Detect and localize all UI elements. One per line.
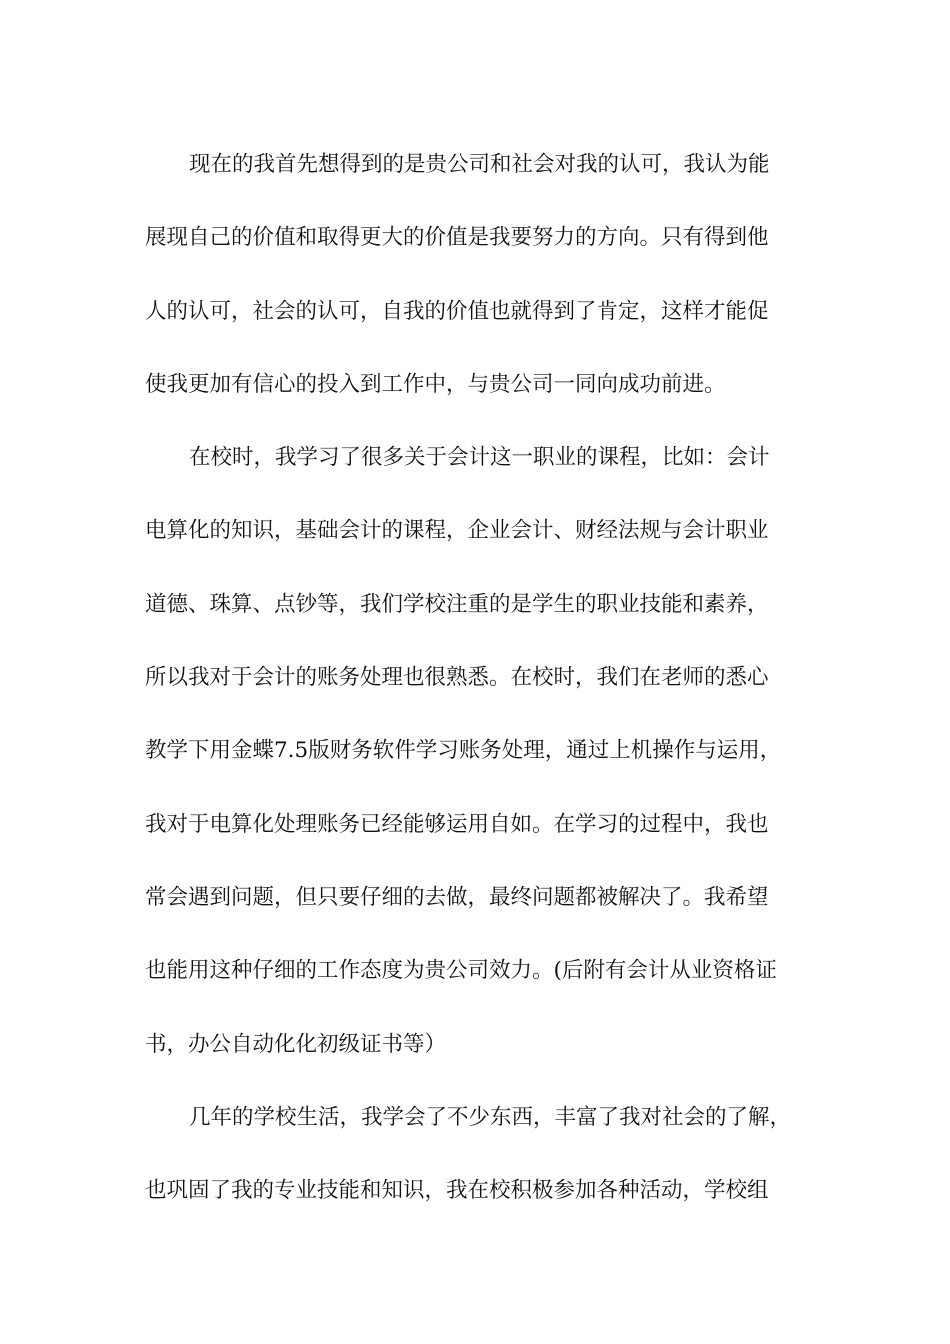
text-line: 也巩固了我的专业技能和知识，我在校积极参加各种活动，学校组 [145, 1178, 769, 1204]
body-text [145, 128, 810, 1227]
text-line: 常会遇到问题，但只要仔细的去做，最终问题都被解决了。我希望 [145, 884, 769, 910]
text-line: 也能用这种仔细的工作态度为贵公司效力。(后附有会计从业资格证 [145, 958, 777, 984]
text-line: 现在的我首先想得到的是贵公司和社会对我的认可，我认为能 [189, 152, 770, 177]
paragraph-1 [145, 128, 810, 421]
text-line: 所以我对于会计的账务处理也很熟悉。在校时，我们在老师的悉心 [145, 665, 769, 691]
text-line: 使我更加有信心的投入到工作中，与贵公司一同向成功前进。 [145, 371, 726, 397]
text-line: 人的认可，社会的认可，自我的价值也就得到了肯定，这样才能促 [145, 298, 769, 324]
text-line: 书，办公自动化化初级证书等） [145, 1031, 447, 1057]
paragraph-3 [145, 1081, 810, 1228]
text-line: 教学下用金蝶7.5版财务软件学习账务处理，通过上机操作与运用， [145, 738, 782, 764]
paragraph-2 [145, 421, 810, 1081]
text-line: 在校时，我学习了很多关于会计这一职业的课程，比如：会计 [189, 445, 770, 471]
text-line: 道德、珠算、点钞等，我们学校注重的是学生的职业技能和素养， [145, 591, 769, 617]
text-line: 我对于电算化处理账务已经能够运用自如。在学习的过程中，我也 [145, 811, 769, 837]
text-line: 展现自己的价值和取得更大的价值是我要努力的方向。只有得到他 [145, 225, 769, 251]
text-line: 电算化的知识，基础会计的课程，企业会计、财经法规与会计职业 [145, 518, 769, 544]
text-line: 几年的学校生活，我学会了不少东西，丰富了我对社会的了解， [189, 1104, 792, 1130]
